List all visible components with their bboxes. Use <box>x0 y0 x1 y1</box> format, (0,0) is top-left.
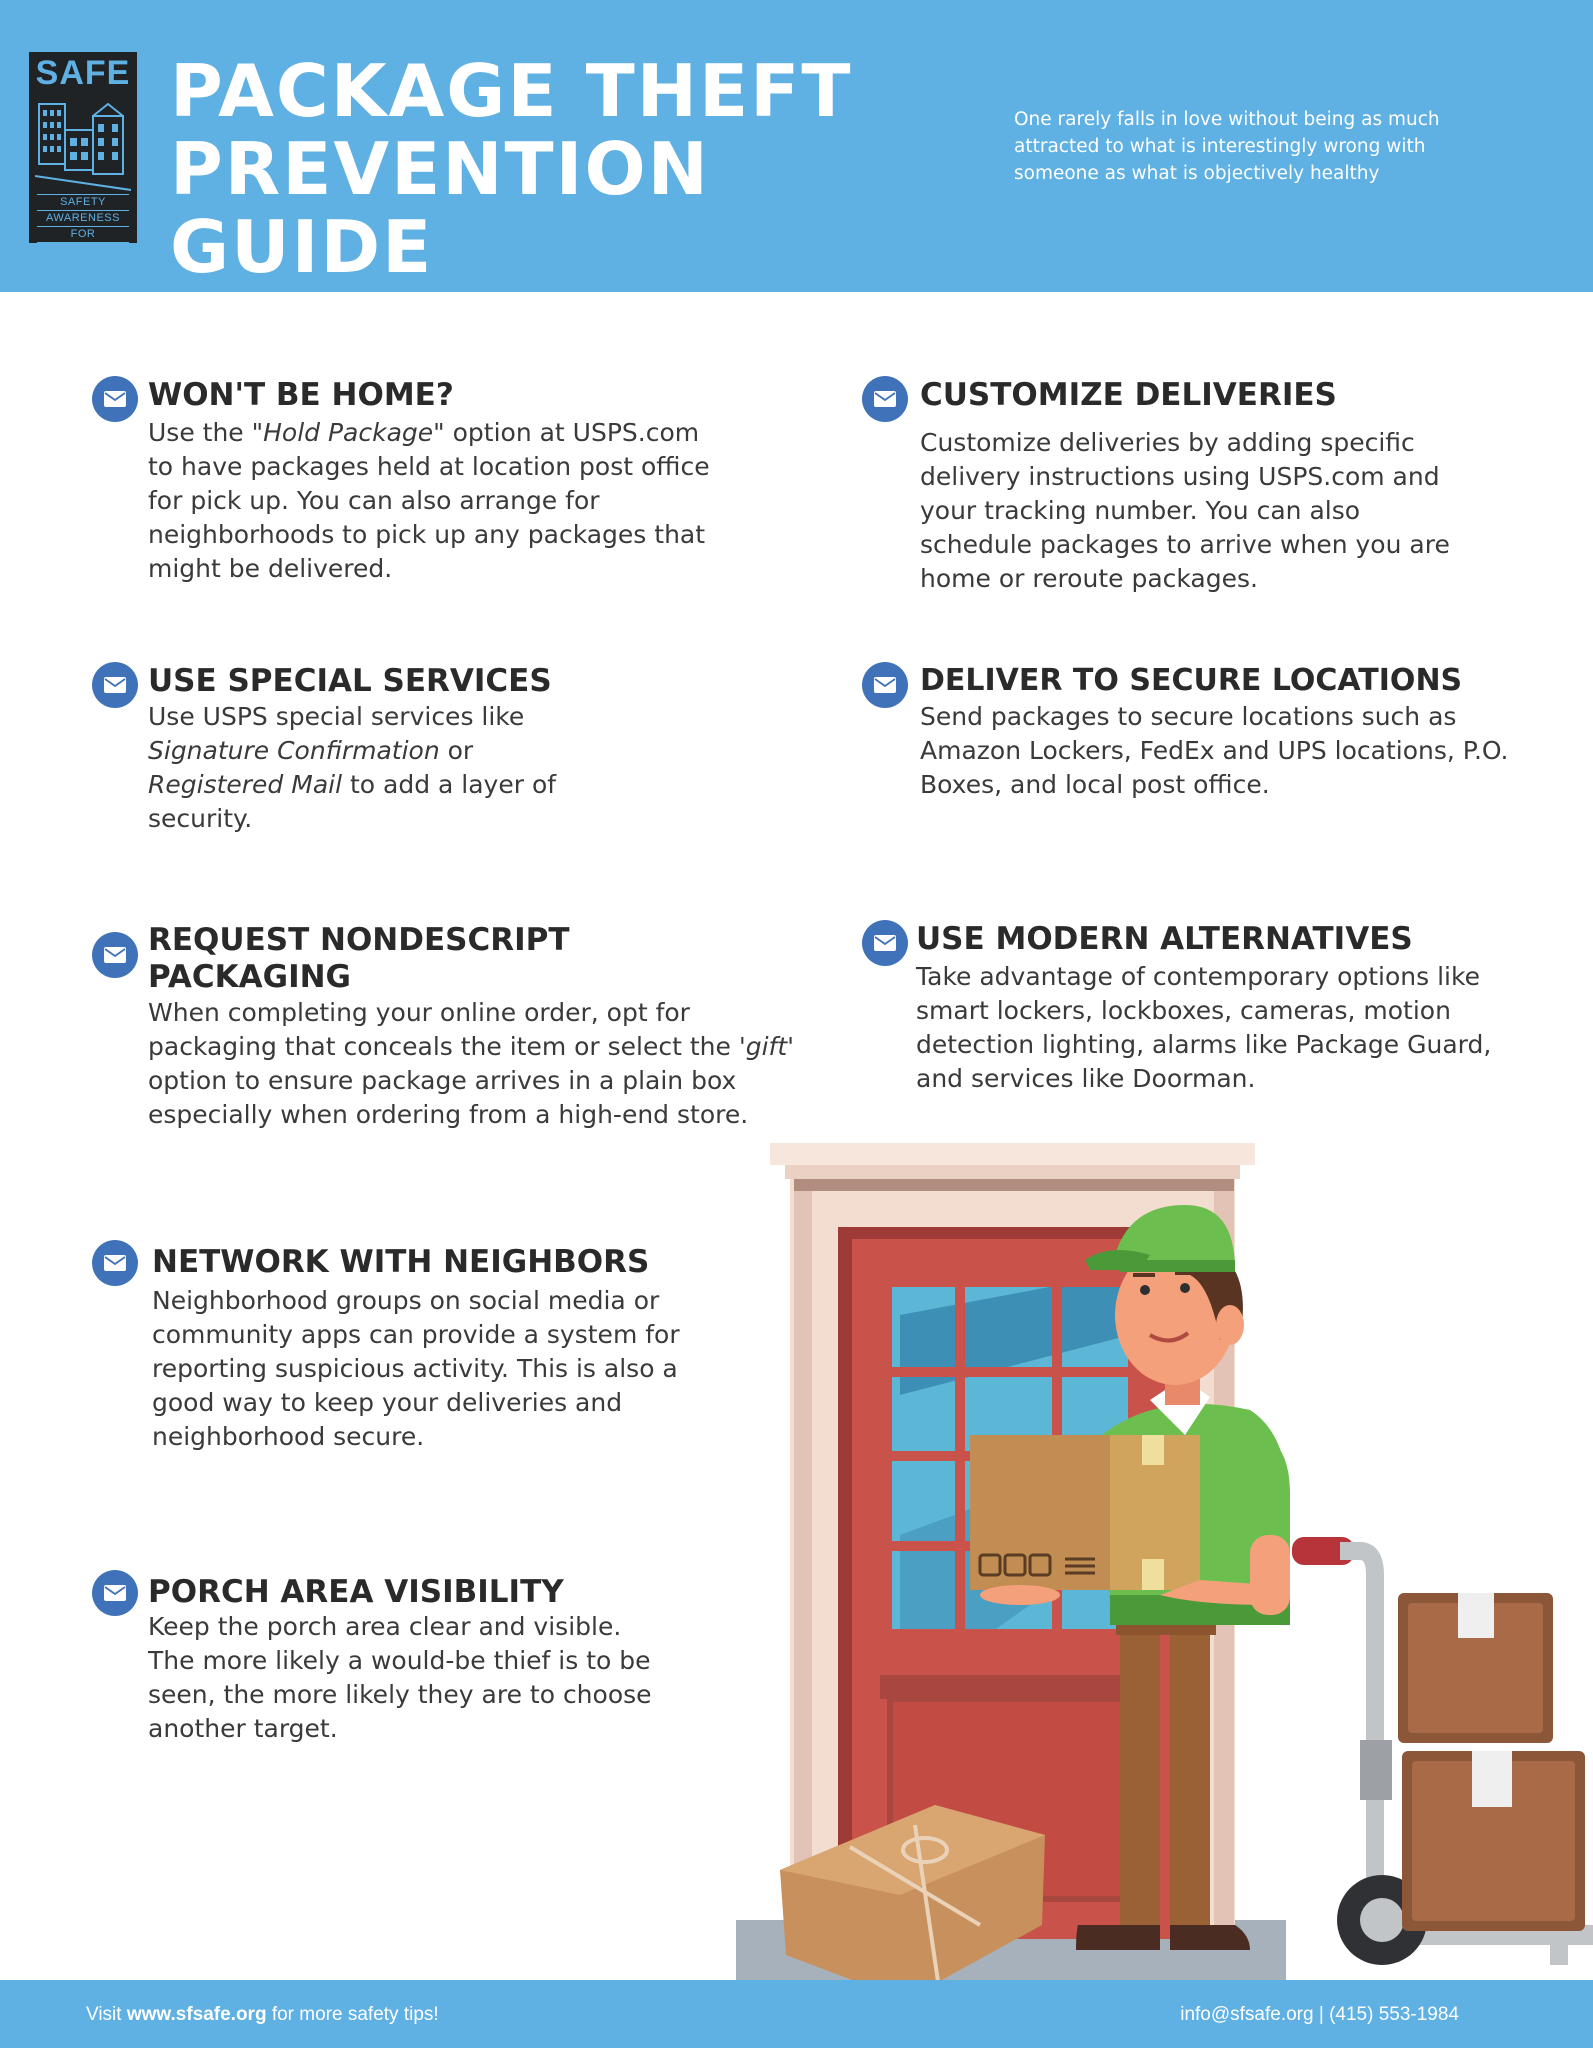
section-wont-be-home <box>92 376 732 596</box>
signature-confirmation-emphasis: Signature Confirmation <box>148 736 440 765</box>
delivery-illustration <box>730 1135 1593 1980</box>
page-title-line2: PREVENTION GUIDE <box>170 127 710 289</box>
section-body: Use USPS special services like Signature Confirmation or Registered Mail to add a layer of security. <box>148 702 557 833</box>
mail-icon <box>92 376 138 422</box>
logo-word: SAFETY <box>37 195 129 211</box>
section-porch-visibility <box>92 1570 732 1770</box>
section-title: WON'T BE HOME? <box>148 377 454 413</box>
section-body: Use the "Hold Package" option at USPS.com to have packages held at location post office for pick up. You can also arrange for neighborhoods to pick up any packages that might be delivered. <box>148 418 710 583</box>
safe-logo <box>29 52 137 256</box>
section-title: CUSTOMIZE DELIVERIES <box>920 377 1337 413</box>
mail-icon <box>862 662 908 708</box>
section-customize-deliveries <box>862 376 1522 606</box>
buildings-icon <box>35 94 131 192</box>
section-body: Customize deliveries by adding specific delivery instructions using USPS.com and your tracking number. You can also schedule packages to arrive when you are home or reroute packages. <box>920 428 1450 593</box>
mail-icon <box>92 1570 138 1616</box>
mail-icon <box>862 920 908 966</box>
section-special-services <box>92 662 732 833</box>
logo-word: AWARENESS <box>37 211 129 227</box>
page-title-line1: PACKAGE THEFT <box>170 49 853 133</box>
gift-emphasis: gift <box>745 1032 788 1061</box>
header-tagline: One rarely falls in love without being as much attracted to what is interestingly wrong with someone as what is objectively healthy <box>1014 109 1440 184</box>
section-body: Keep the porch area clear and visible. The more likely a would-be thief is to be seen, the more likely they are to choose another target. <box>148 1612 652 1743</box>
section-network-neighbors <box>92 1240 732 1460</box>
footer <box>0 1980 1593 2048</box>
logo-word: EVERYONE <box>37 243 129 259</box>
website-link[interactable]: www.sfsafe.org <box>126 2004 267 2025</box>
section-body: Neighborhood groups on social media or community apps can provide a system for reporting suspicious activity. This is also a good way to keep your deliveries and neighborhood secure. <box>152 1286 680 1451</box>
section-title: DELIVER TO SECURE LOCATIONS <box>920 663 1463 698</box>
header-banner <box>0 0 1593 292</box>
section-body: Send packages to secure locations such as Amazon Lockers, FedEx and UPS locations, P.O. Boxes, and local post office. <box>920 702 1509 799</box>
section-body: When completing your online order, opt for packaging that conceals the item or select the 'gift' option to ensure package arrives in a plain box especially when ordering from a high-end store. <box>148 998 795 1129</box>
section-body: Take advantage of contemporary options like smart lockers, lockboxes, cameras, motion detection lighting, alarms like Package Guard, and services like Doorman. <box>916 962 1492 1093</box>
section-title: USE MODERN ALTERNATIVES <box>916 921 1413 957</box>
logo-title: SAFE <box>35 54 131 92</box>
footer-visit-text: Visit www.sfsafe.org for more safety tips! <box>86 2004 439 2025</box>
section-title: USE SPECIAL SERVICES <box>148 663 552 699</box>
section-title: PORCH AREA VISIBILITY <box>148 1574 564 1610</box>
mail-icon <box>92 1240 138 1286</box>
section-modern-alternatives <box>862 920 1562 1100</box>
section-title: REQUEST NONDESCRIPT PACKAGING <box>148 922 570 995</box>
mail-icon <box>862 376 908 422</box>
page-title <box>170 49 1000 289</box>
mail-icon <box>92 662 138 708</box>
section-title: NETWORK WITH NEIGHBORS <box>152 1244 650 1280</box>
logo-words <box>37 194 129 259</box>
footer-contact[interactable]: info@sfsafe.org | (415) 553-1984 <box>1180 2004 1459 2025</box>
section-nondescript-packaging <box>92 922 812 1142</box>
section-secure-locations <box>862 662 1562 812</box>
stacked-boxes <box>1398 1593 1585 1931</box>
registered-mail-emphasis: Registered Mail <box>148 770 343 799</box>
logo-word: FOR <box>37 227 129 243</box>
hold-package-emphasis: Hold Package <box>263 418 434 447</box>
mail-icon <box>92 932 138 978</box>
